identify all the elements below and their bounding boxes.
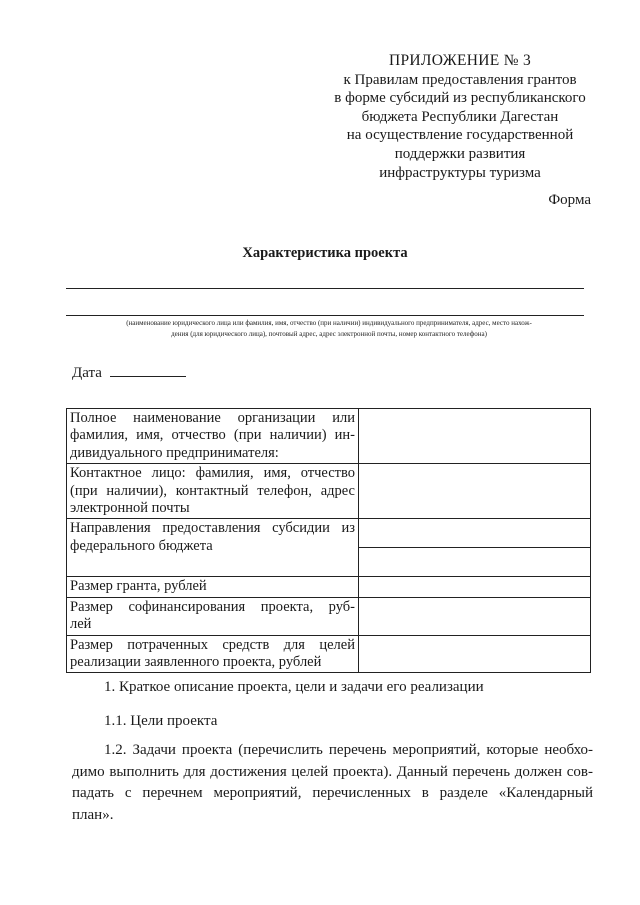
table-row (67, 464, 591, 519)
value-cell-grant-amount[interactable] (359, 577, 591, 597)
label-line: фамилия, имя, отчество (при наличии) ин- (70, 427, 355, 444)
appendix-line: в форме субсидий из республиканского (334, 90, 586, 107)
label-line: реализации заявленного проекта, рублей (70, 654, 322, 671)
appendix-line: поддержки развития (394, 145, 526, 162)
value-cell-spent-funds[interactable] (359, 635, 591, 673)
label-line: Размер потраченных средств для целей (70, 636, 355, 653)
label-line: лей (70, 616, 92, 633)
value-cell-contact[interactable] (359, 464, 591, 519)
appendix-line: на осуществление государственной (346, 127, 574, 144)
label-line: Размер софинансирования проекта, руб- (70, 598, 355, 615)
label-line: электронной почты (70, 500, 190, 517)
row-label-spent-funds (67, 635, 359, 673)
table-row (67, 597, 591, 635)
applicant-name-line[interactable] (66, 288, 584, 289)
paragraph-line: план». (72, 806, 114, 823)
date-field (72, 362, 186, 382)
paragraph-line: димо выполнить для достижения целей проекта). Данный перечень должен сов- (72, 763, 593, 780)
section-1-2-paragraph (72, 740, 593, 826)
value-cell-subsidy-direction-2[interactable] (359, 548, 591, 577)
appendix-number: ПРИЛОЖЕНИЕ № 3 (388, 52, 532, 69)
applicant-caption (64, 318, 594, 340)
date-input-line[interactable] (110, 362, 186, 377)
row-label-grant-amount (67, 577, 359, 597)
table-row (67, 577, 591, 597)
section-1-1-heading: 1.1. Цели проекта (104, 713, 218, 729)
label-line: (при наличии), контактный телефон, адрес (70, 482, 355, 499)
document-title: Характеристика проекта (242, 245, 408, 261)
paragraph-line: падать с перечнем мероприятий, перечисленных в разделе «Календарный (72, 785, 593, 801)
caption-line: (наименование юридического лица или фамилия, имя, отчество (при наличии) индивидуального предпринимателя, адрес, место нахож- (126, 319, 532, 327)
appendix-line: к Правилам предоставления грантов (343, 71, 577, 88)
row-label-contact (67, 464, 359, 519)
label-line: Контактное лицо: фамилия, имя, отчество (70, 465, 355, 482)
appendix-header (320, 52, 600, 182)
appendix-line: бюджета Республики Дагестан (361, 108, 559, 125)
value-cell-cofinancing[interactable] (359, 597, 591, 635)
section-1-heading: 1. Краткое описание проекта, цели и задачи его реализации (104, 679, 484, 695)
form-label: Форма (548, 192, 591, 208)
caption-line: дения (для юридического лица), почтовый адрес, адрес электронной почты, номер контактного телефона) (171, 330, 487, 338)
table-row (67, 635, 591, 673)
row-label-subsidy-direction (67, 519, 359, 577)
row-label-organization (67, 409, 359, 464)
label-line: федерального бюджета (70, 537, 213, 554)
paragraph-line: 1.2. Задачи проекта (перечислить перечень мероприятий, которые необхо- (104, 742, 593, 758)
applicant-address-line[interactable] (66, 315, 584, 316)
row-label-cofinancing (67, 597, 359, 635)
value-cell-organization[interactable] (359, 409, 591, 464)
table-row (67, 519, 591, 548)
appendix-line: инфраструктуры туризма (379, 164, 541, 181)
label-line: Полное наименование организации или (70, 410, 355, 426)
table-row (67, 409, 591, 464)
label-line: Размер гранта, рублей (70, 578, 207, 595)
date-label: Дата (72, 365, 102, 381)
value-cell-subsidy-direction-1[interactable] (359, 519, 591, 548)
label-line: дивидуального предпринимателя: (70, 444, 279, 461)
project-info-table (66, 408, 591, 673)
label-line: Направления предоставления субсидии из (70, 520, 355, 537)
